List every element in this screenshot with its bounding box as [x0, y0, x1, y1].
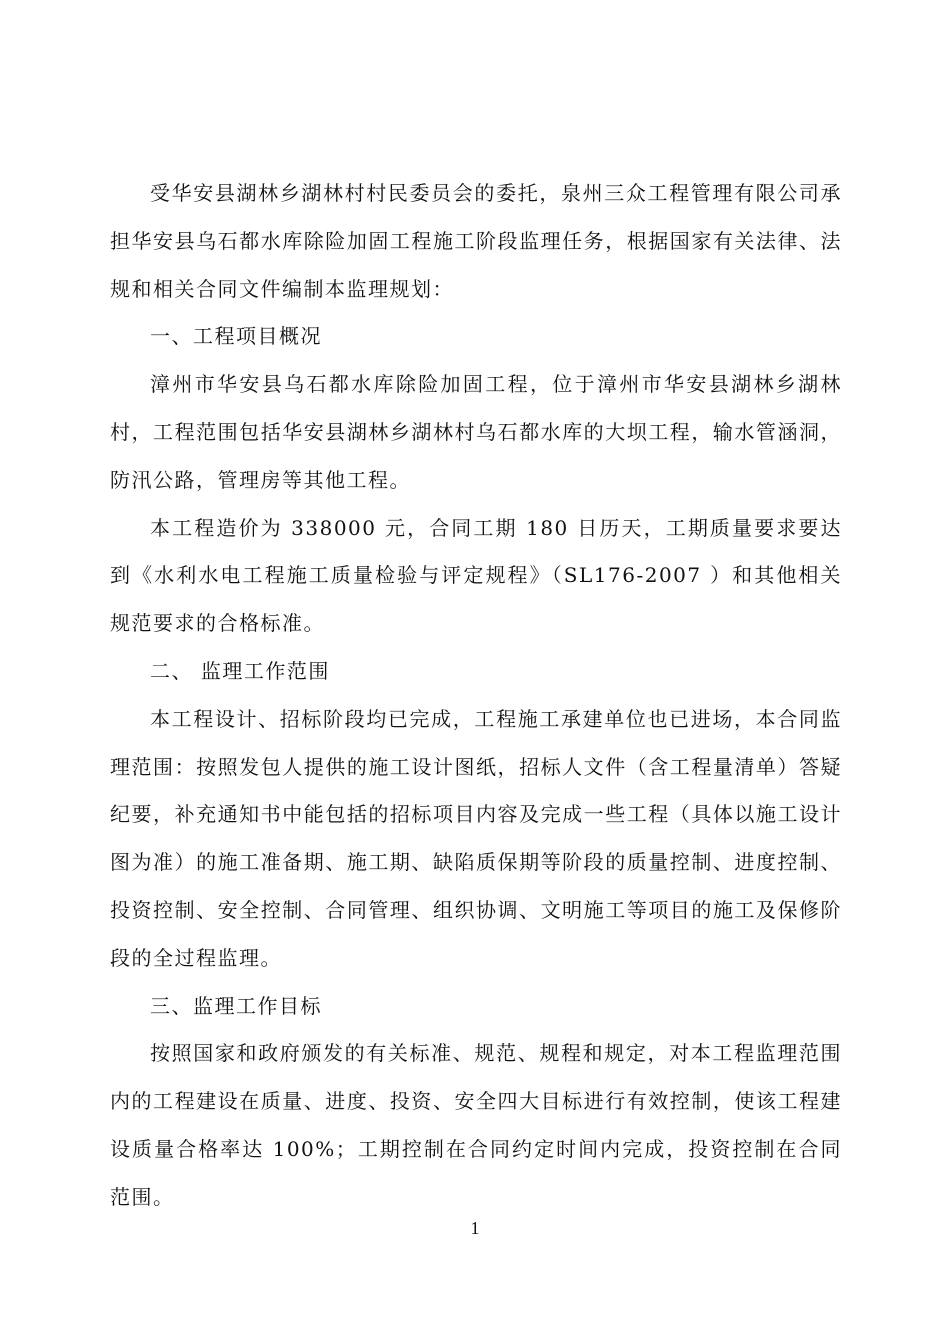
page-number: 1: [470, 1218, 480, 1238]
intro-paragraph: 受华安县湖林乡湖林村村民委员会的委托，泉州三众工程管理有限公司承担华安县乌石都水库除险加固工程施工阶段监理任务，根据国家有关法律、法规和相关合同文件编制本监理规划：: [110, 181, 842, 301]
section-1-paragraph-1: 漳州市华安县乌石都水库除险加固工程，位于漳州市华安县湖林乡湖林村，工程范围包括华安县湖林乡湖林村乌石都水库的大坝工程，输水管涵洞，防汛公路，管理房等其他工程。: [110, 372, 842, 492]
section-3-paragraph-1: 按照国家和政府颁发的有关标准、规范、规程和规定，对本工程监理范围内的工程建设在质量、进度、投资、安全四大目标进行有效控制，使该工程建设质量合格率达 100%；工期控制在合同约定时间内完成，投资控制在合同范围。: [110, 1041, 842, 1209]
document-body: [110, 170, 842, 1222]
section-1-heading: 一、工程项目概况: [150, 324, 322, 349]
section-3-heading: 三、监理工作目标: [150, 993, 322, 1018]
section-1-paragraph-2: 本工程造价为 338000 元，合同工期 180 日历天，工期质量要求要达到《水利水电工程施工质量检验与评定规程》（SL176-2007 ）和其他相关规范要求的合格标准。: [110, 515, 842, 636]
section-2-paragraph-1: 本工程设计、招标阶段均已完成，工程施工承建单位也已进场，本合同监理范围：按照发包人提供的施工设计图纸，招标人文件（含工程量清单）答疑纪要，补充通知书中能包括的招标项目内容及完成一些工程（具体以施工设计图为准）的施工准备期、施工期、缺陷质保期等阶段的质量控制、进度控制、投资控制、安全控制、合同管理、组织协调、文明施工等项目的施工及保修阶段的全过程监理。: [110, 706, 842, 970]
section-2-heading: 二、 监理工作范围: [150, 658, 330, 683]
